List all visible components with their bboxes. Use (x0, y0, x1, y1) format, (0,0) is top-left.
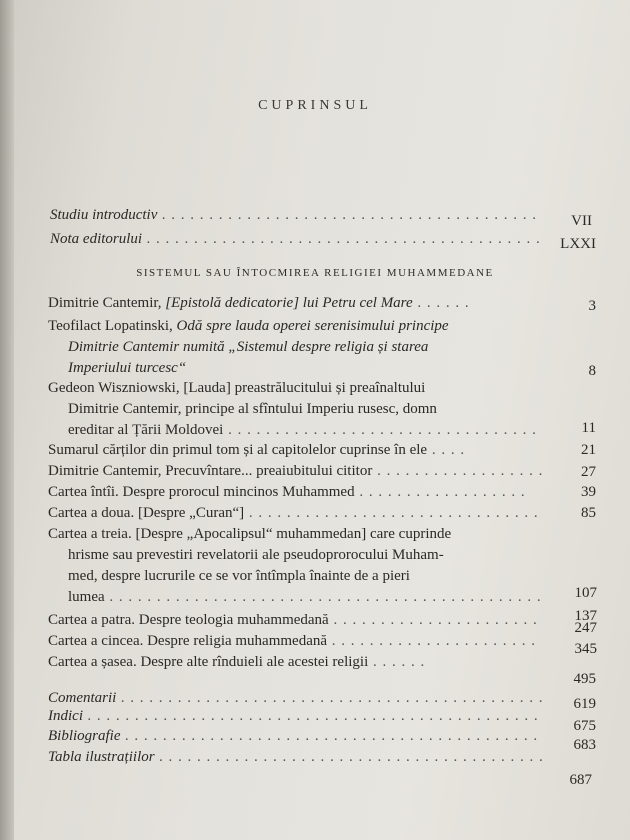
entry-label: Cartea întîi. Despre prorocul mincinos Muhammed (48, 484, 355, 500)
entry-label: Comentarii (48, 690, 117, 706)
entry-title-rest: lui Petru cel Mare (299, 295, 413, 311)
leader-dots: . . . . . . . . . . . . . . . . . . . . . . . . . . . . . . . . . . . . . . . . . . . . . (116, 690, 544, 706)
page-number: 27 (581, 464, 596, 480)
entry-label: Indici (48, 708, 83, 724)
page-number: 85 (581, 505, 596, 521)
entry-author: Dimitrie Cantemir, (48, 295, 166, 311)
leader-dots: . . . . . . . . . . . . . . . . . . (354, 484, 526, 500)
leader-dots: . . . . . . . . . . . . . . . . . . . . . . . . . . . . . . . . . . . . . . . . . . . . . . (104, 589, 542, 605)
toc-entry-lauda (48, 378, 537, 441)
leader-dots: . . . . . . . . . . . . . . . . . . (372, 463, 544, 479)
leader-dots: . . . . . . (368, 654, 426, 670)
entry-line3: med, despre lucrurile ce se vor întîmpla înainte de a pieri (68, 568, 410, 584)
entry-line1: Gedeon Wiszniowski, [Lauda] preastrălucitului și preaînaltului (48, 380, 426, 396)
entry-title-line1: Odă spre lauda operei serenisimului principe (176, 318, 449, 334)
entry-line2: hrisme sau prevestiri revelatorii ale pseudoprorocului Muham- (68, 547, 444, 563)
entry-label: Dimitrie Cantemir, Precuvîntare... preaiubitului cititor (48, 463, 373, 479)
toc-entry-tabla (48, 747, 544, 768)
leader-dots: . . . . . . (412, 295, 470, 311)
toc-entry-sumarul (48, 440, 465, 461)
entry-title: [Epistolă dedicatorie] (165, 295, 300, 311)
entry-label: Cartea a doua. [Despre „Curan“] (48, 505, 245, 521)
entry-label: Cartea a șasea. Despre alte rînduieli ale acestei religii (48, 654, 369, 670)
toc-entry-indici (48, 706, 539, 727)
page-number: 687 (569, 772, 592, 788)
toc-entry-cartea-6 (48, 652, 425, 673)
toc-entry-cartea-1 (48, 482, 526, 503)
entry-label: Bibliografie (48, 728, 121, 744)
entry-line2: Dimitrie Cantemir, principe al sfîntului Imperiu rusesc, domn (68, 401, 437, 417)
page-number: 619 (573, 696, 596, 712)
page-number: 137 (574, 608, 597, 624)
toc-entry-cartea-3 (48, 524, 542, 608)
page-number: 495 (573, 671, 596, 687)
leader-dots: . . . . . . . . . . . . . . . . . . . . . . . . . . . . . . . . . (223, 422, 537, 438)
leader-dots: . . . . . . . . . . . . . . . . . . . . . . . . . . . . . . . . . . . . . . . . . . . . . . . . (83, 708, 539, 724)
toc-entry-epistola (48, 293, 470, 314)
leader-dots: . . . . . . . . . . . . . . . . . . . . . . (328, 612, 538, 628)
entry-line4: lumea (68, 589, 105, 605)
leader-dots: . . . . . . . . . . . . . . . . . . . . . . (327, 633, 537, 649)
toc-entry-cartea-2 (48, 503, 539, 524)
leader-dots: . . . . . . . . . . . . . . . . . . . . . . . . . . . . . . . . . . . . . . . . . (154, 749, 545, 765)
toc-entry-cartea-5 (48, 631, 536, 652)
page-number: 11 (581, 420, 596, 436)
page-number: 21 (581, 442, 596, 458)
entry-label: Tabla ilustrațiilor (48, 749, 155, 765)
page-number: 39 (581, 484, 596, 500)
page-number: VII (571, 213, 592, 229)
leader-dots: . . . . (427, 442, 466, 458)
entry-line1: Cartea a treia. [Despre „Apocalipsul“ muhammedan] care cuprinde (48, 526, 452, 542)
page-number: 8 (588, 363, 596, 379)
entry-author: Teofilact Lopatinski, (48, 318, 177, 334)
entry-line3: ereditar al Țării Moldovei (68, 422, 224, 438)
page-number: 107 (574, 585, 597, 601)
entry-label: Cartea a cincea. Despre religia muhammedană (48, 633, 328, 649)
entry-title-line2: Dimitrie Cantemir numită „Sistemul despre religia și starea (68, 339, 429, 355)
page-number: 345 (574, 641, 597, 657)
toc-entry-bibliografie (48, 726, 539, 747)
section-heading: SISTEMUL SAU ÎNTOCMIREA RELIGIEI MUHAMMEDANE (136, 267, 494, 279)
entry-label: Cartea a patra. Despre teologia muhammedană (48, 612, 329, 628)
page-number: 3 (588, 298, 596, 314)
page-number: LXXI (560, 236, 596, 252)
page-title: CUPRINSUL (258, 98, 372, 113)
book-spine-shadow (0, 0, 14, 840)
entry-label: Studiu introductiv (50, 207, 158, 223)
leader-dots: . . . . . . . . . . . . . . . . . . . . . . . . . . . . . . . (244, 505, 539, 521)
toc-entry-precuvintare (48, 461, 543, 482)
leader-dots: . . . . . . . . . . . . . . . . . . . . . . . . . . . . . . . . . . . . . . . . . . . . (120, 728, 539, 744)
entry-title-line3: Imperiului turcesc“ (68, 360, 187, 376)
toc-entry-nota (50, 229, 541, 250)
toc-entry-studiu (50, 205, 537, 226)
page-number: 675 (573, 718, 596, 734)
toc-entry-oda (48, 316, 449, 379)
page-number: 247 (574, 620, 597, 636)
leader-dots: . . . . . . . . . . . . . . . . . . . . . . . . . . . . . . . . . . . . . . . . . . (142, 231, 542, 247)
entry-label: Nota editorului (50, 231, 143, 247)
page-number: 683 (573, 737, 596, 753)
entry-label: Sumarul cărților din primul tom și al capitolelor cuprinse în ele (48, 442, 428, 458)
toc-entry-cartea-4 (48, 610, 538, 631)
leader-dots: . . . . . . . . . . . . . . . . . . . . . . . . . . . . . . . . . . . . . . . . (157, 207, 538, 223)
